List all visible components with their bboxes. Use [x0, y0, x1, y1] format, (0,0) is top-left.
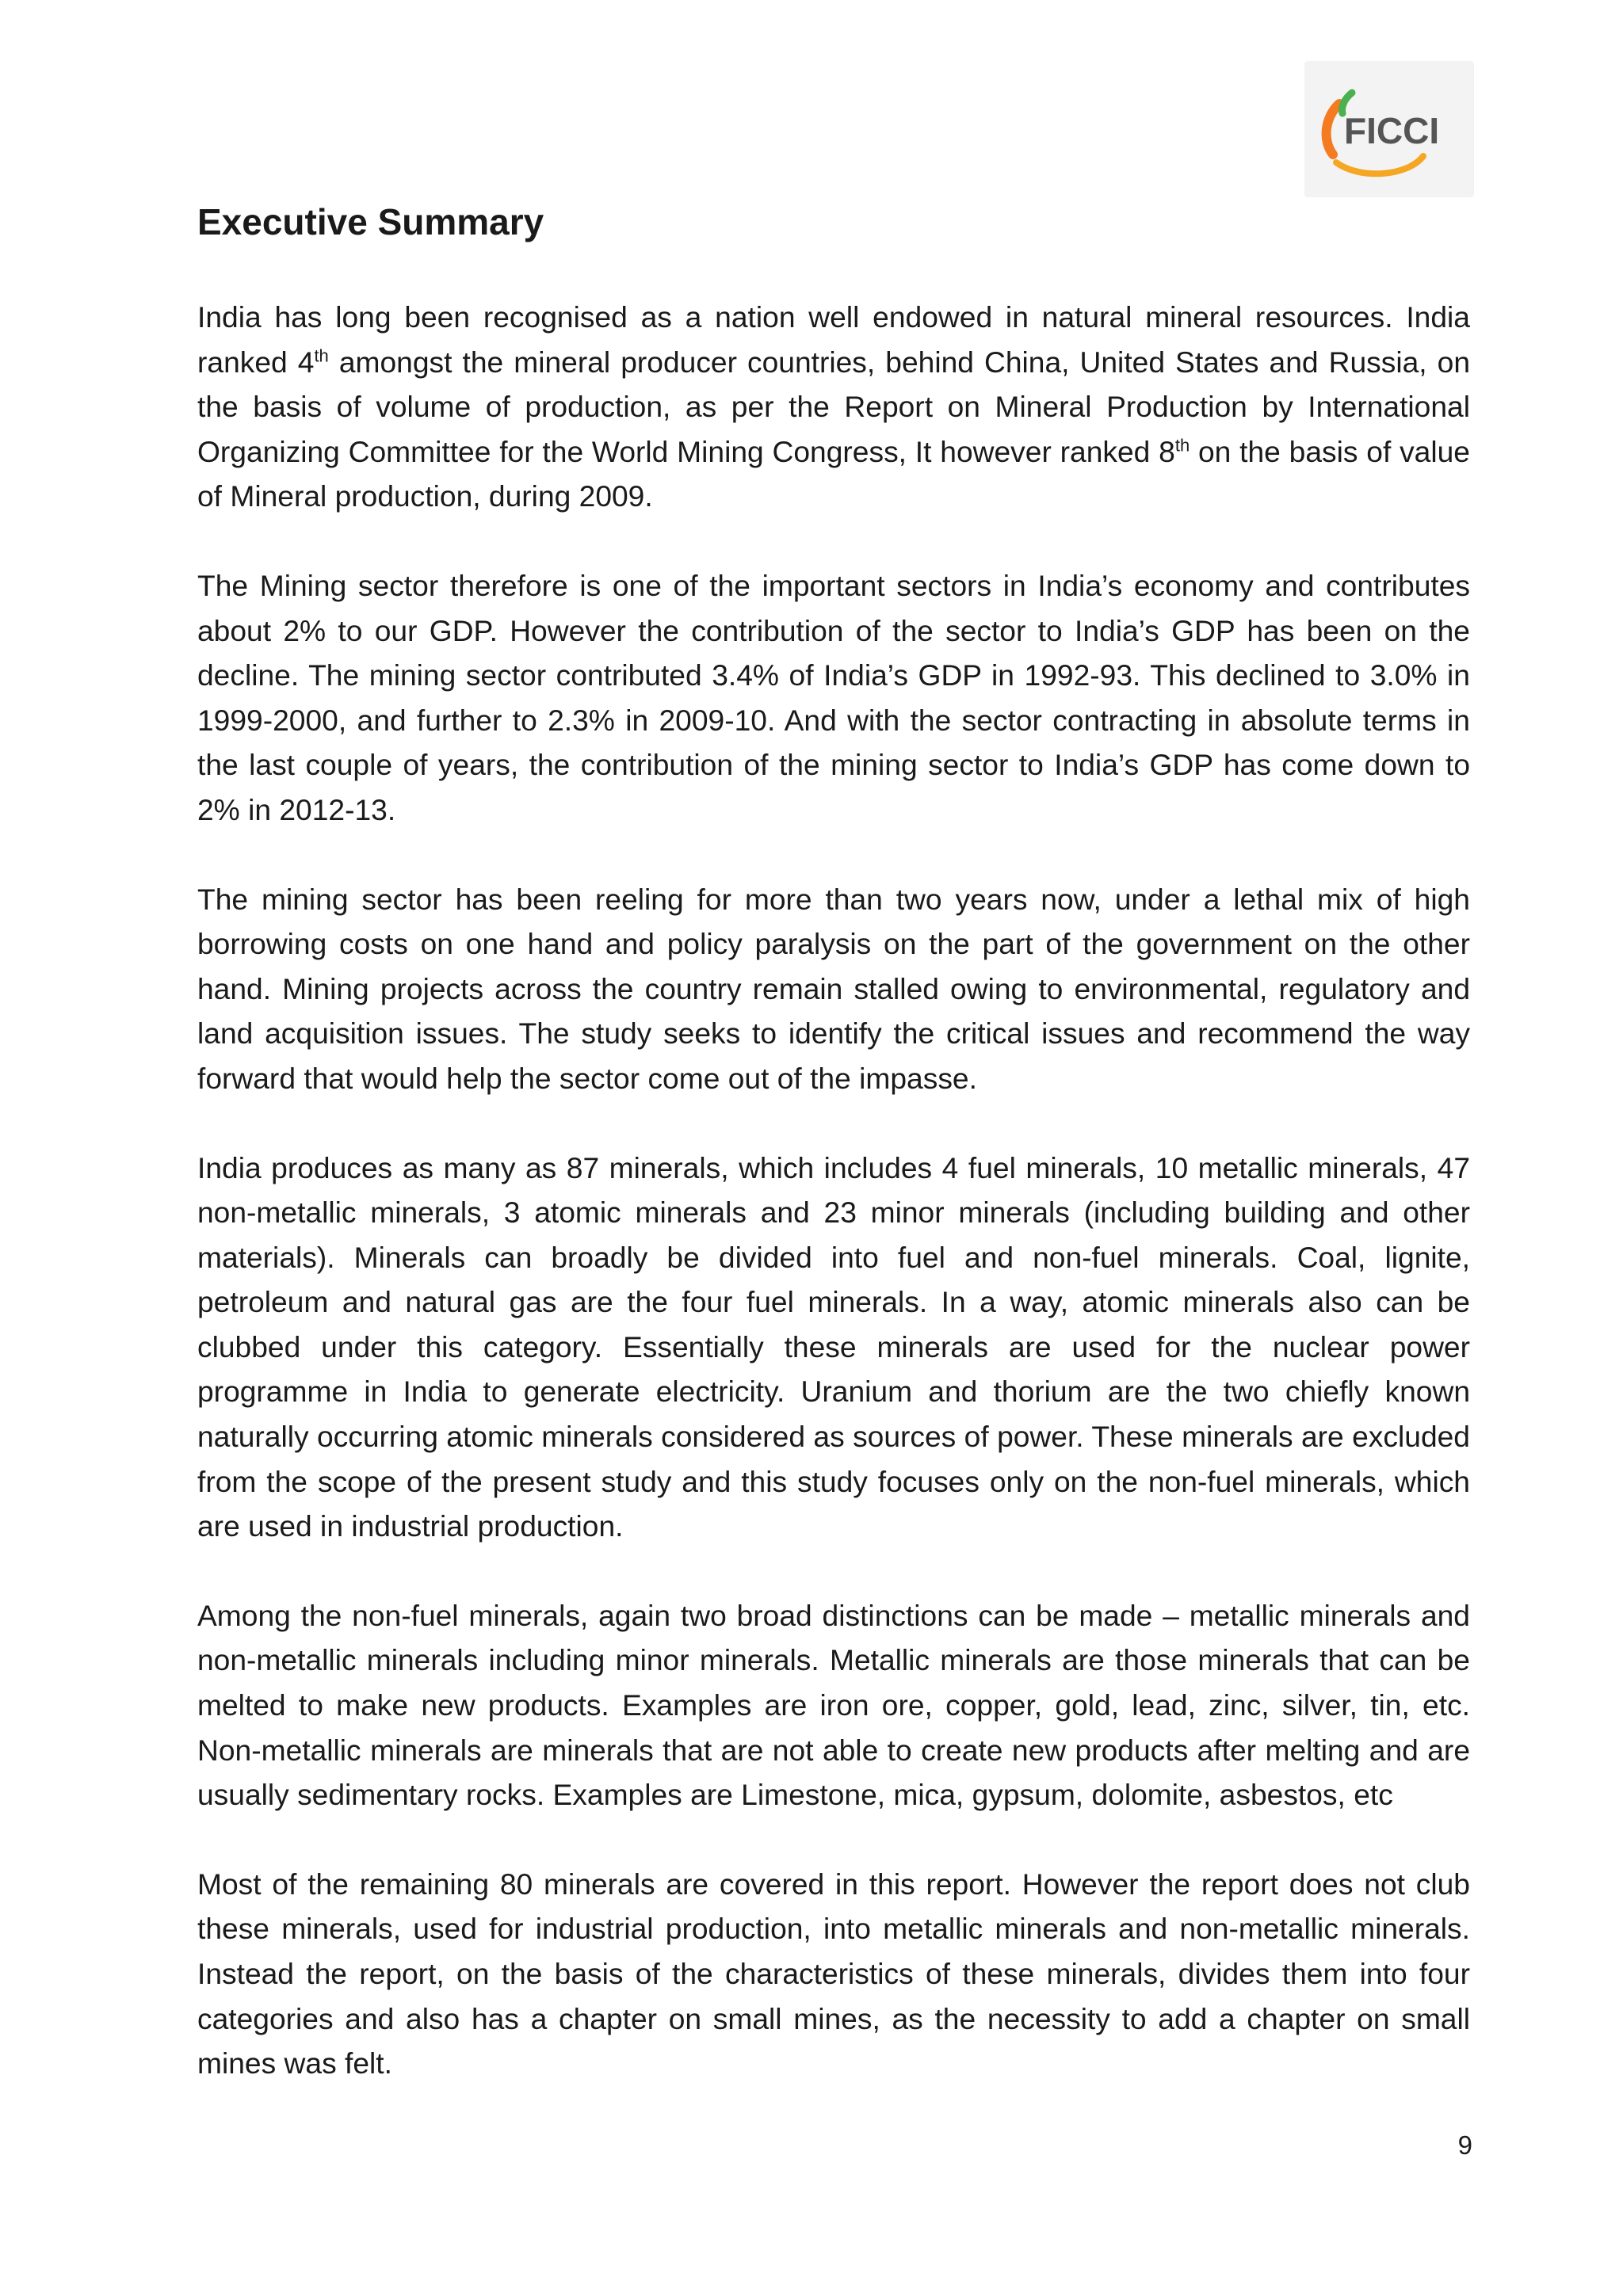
paragraph-1-part-c: amongst the mineral producer countries, behind China, United States and Russia, on the basis of volume of production, as per the Report on Mineral Production by International Organizing Committee for the World Mining Congress, It however ranked 8 — [197, 345, 1470, 468]
paragraph-1-part-a: India has long been recognised as a nation well endowed in natural mineral resources. India ranked 4 — [197, 300, 1470, 379]
page-title: Executive Summary — [197, 201, 544, 242]
page-number: 9 — [1457, 2130, 1472, 2160]
paragraph-2: The Mining sector therefore is one of the important sectors in India’s economy and contributes about 2% to our GDP. However the contribution of the sector to India’s GDP has been on the decline. The mining sector contributed 3.4% of India’s GDP in 1992-93. This declined to 3.0% in 1999-2000, and further to 2.3% in 2009-10. And with the sector contracting in absolute terms in the last couple of years, the contribution of the mining sector to India’s GDP has come down to 2% in 2012-13. — [197, 568, 1470, 826]
paragraph-1-part-e: on the basis of value of Mineral production, during 2009. — [197, 434, 1470, 513]
paragraph-1 — [197, 295, 1470, 519]
paragraph-4: India produces as many as 87 minerals, which includes 4 fuel minerals, 10 metallic minerals, 47 non-metallic minerals, 3 atomic minerals and 23 minor minerals (including building and other materials). Minerals can broadly be divided into fuel and non-fuel minerals. Coal, lignite, petroleum and natural gas are the four fuel minerals. In a way, atomic minerals also can be clubbed under this category. Essentially these minerals are used for the nuclear power programme in India to generate electricity. Uranium and thorium are the two chiefly known naturally occurring atomic minerals considered as sources of power. These minerals are excluded from the scope of the present study and this study focuses only on the non-fuel minerals, which are used in industrial production. — [197, 1150, 1470, 1543]
logo-orange-arc — [1327, 104, 1339, 154]
paragraph-3: The mining sector has been reeling for more than two years now, under a lethal mix of high borrowing costs on one hand and policy paralysis on the part of the government on the other hand. Mining projects across the country remain stalled owing to environmental, regulatory and land acquisition issues. The study seeks to identify the critical issues and recommend the way forward that would help the sector come out of the impasse. — [197, 882, 1470, 1095]
logo-text: FICCI — [1344, 110, 1440, 151]
paragraph-6: Most of the remaining 80 minerals are covered in this report. However the report does not club these minerals, used for industrial production, into metallic minerals and non-metallic minerals. Instead the report, on the basis of the characteristics of these minerals, divides them into four categories and also has a chapter on small mines, as the necessity to add a chapter on small mines was felt. — [197, 1867, 1470, 2081]
document-body — [197, 295, 1470, 2130]
ficci-logo — [1304, 61, 1474, 197]
ficci-logo-mark — [1304, 61, 1474, 197]
paragraph-5: Among the non-fuel minerals, again two broad distinctions can be made – metallic minerals and non-metallic minerals including minor minerals. Metallic minerals are those minerals that can be melted to make new products. Examples are iron ore, copper, gold, lead, zinc, silver, tin, etc. Non-metallic minerals are minerals that are not able to create new products after melting and are usually sedimentary rocks. Examples are Limestone, mica, gypsum, dolomite, asbestos, etc — [197, 1598, 1470, 1812]
ordinal-suffix: th — [314, 345, 329, 366]
ordinal-suffix: th — [1174, 435, 1190, 456]
logo-swoosh — [1336, 156, 1423, 174]
